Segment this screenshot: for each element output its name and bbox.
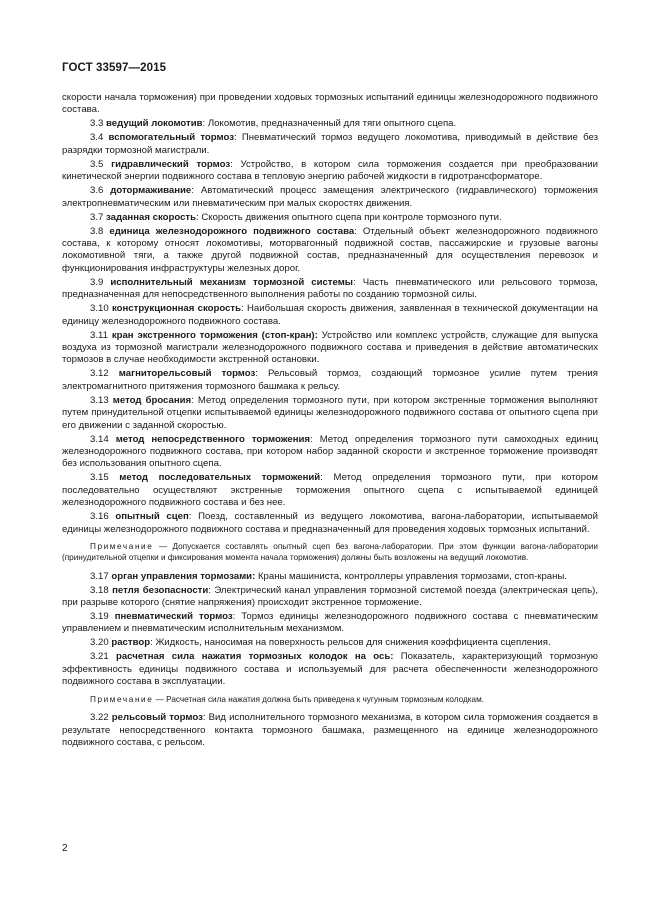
definition-item (62, 651, 598, 688)
definition-number: 3.7 (90, 211, 104, 223)
definition-item (62, 571, 598, 583)
definition-item (62, 118, 598, 130)
definition-term: дотормаживание (110, 185, 192, 197)
definition-text: Метод определения тормозного пути, при котором последовательно осуществляют экстренные торможения опытного сцепа с испытываемой единицей железнодорожного подвижного состава и без нее. (62, 472, 599, 509)
definition-text: Наибольшая скорость движения, заявленная в технической документации на единицу железнодорожного подвижного состава. (62, 303, 598, 327)
definition-text: Метод определения тормозного пути, при котором экстренные торможения выполняют путем принудительной отцепки испытываемой единицы железнодорожного подвижного состава от опытного сцепа при его движении с заданной скоростью. (62, 394, 599, 431)
definition-term: метод последовательных торможений (119, 472, 321, 484)
definition-separator: : (232, 611, 242, 623)
definition-term: магниторельсовый тормоз (118, 368, 256, 380)
definition-term: ведущий локомотив (106, 118, 203, 130)
definitions-list-1 (62, 118, 598, 536)
definition-number: 3.18 (90, 584, 109, 596)
definition-text: Скорость движения опытного сцепа при контроле тормозного пути. (201, 211, 502, 223)
definition-text: Устройство или комплекс устройств, служащие для выпуска воздуха из тормозной магистрали железнодорожного подвижного состава и приведения в действие автоматических тормозов в случае необходимости экстренной остановки. (62, 329, 598, 366)
definition-number: 3.8 (90, 225, 104, 237)
definition-separator: : (233, 132, 242, 144)
definition-term: вспомогательный тормоз (108, 132, 234, 144)
definition-number: 3.3 (90, 118, 104, 130)
definition-text: Краны машиниста, контроллеры управления тормозами, стоп-краны. (257, 570, 567, 582)
definition-item (62, 434, 598, 471)
definition-term: орган управления тормозами: (111, 570, 256, 582)
note-text: — Допускается составлять опытный сцеп без вагона-лаборатории. При этом функции вагона-лаборатории (принудительной отцепки и фиксирования момента начала торможения) должны быть возложены на ведущий локомотив. (62, 542, 598, 562)
definition-item (62, 585, 598, 610)
definition-separator (393, 651, 400, 662)
definition-item (62, 637, 598, 649)
definition-term: метод бросания (112, 394, 192, 406)
definition-term: раствор (111, 637, 151, 649)
definition-term: петля безопасности (112, 584, 209, 596)
definition-separator: : (191, 394, 198, 406)
definition-item (62, 159, 598, 184)
definition-item (62, 277, 598, 302)
definition-separator: : (354, 225, 363, 237)
definition-number: 3.4 (90, 132, 104, 144)
definition-item (62, 611, 598, 636)
definition-separator: : (320, 472, 334, 484)
definition-item (62, 330, 598, 367)
definition-separator: : (150, 637, 156, 649)
definition-number: 3.17 (90, 570, 109, 582)
definition-text: Рельсовый тормоз, создающий тормозное усилие путем трения электромагнитного притяжения тормозного башмака к рельсу. (62, 368, 598, 392)
definition-item (62, 212, 598, 224)
definition-number: 3.15 (90, 472, 109, 484)
definition-term: кран экстренного торможения (стоп-кран): (111, 329, 318, 341)
note-label: Примечание (90, 542, 154, 552)
definition-term: расчетная сила нажатия тормозных колодок на ось: (115, 651, 394, 663)
intro-paragraph: скорости начала торможения) при проведении ходовых тормозных испытаний единицы железнодорожного подвижного состава. (62, 92, 598, 116)
definition-text: Метод определения тормозного пути самоходных единиц железнодорожного подвижного состава, при котором набор заданной скорости и экстренное торможение производят без использования опытного сцепа. (62, 433, 598, 470)
definition-text: Отдельный объект железнодорожного подвижного состава, к которому относят локомотивы, моторвагонный подвижной состав, пассажирские и грузовые вагоны локомотивной тяги, а также другой подвижной состав, предназначенный для осуществления перевозок и функционирования инфраструктуры железных дорог. (62, 225, 598, 274)
definition-separator: : (202, 712, 209, 724)
definition-item (62, 395, 598, 432)
definition-number: 3.19 (90, 611, 109, 623)
definition-separator: : (353, 276, 363, 288)
definition-separator: : (196, 211, 202, 223)
definition-item (62, 132, 598, 157)
definition-term: гидравлический тормоз (111, 158, 231, 170)
note-2 (62, 695, 598, 706)
definition-number: 3.22 (90, 712, 109, 724)
definition-text: Часть пневматического или рельсового тормоза, предназначенная для непосредственного выполнения работы по созданию тормозной силы. (62, 276, 598, 301)
definition-text: Пневматический тормоз ведущего локомотива, приводимый в действие без разрядки тормозной магистрали. (62, 132, 598, 156)
definition-term: метод непосредственного торможения (115, 433, 311, 445)
definition-text: Жидкость, наносимая на поверхность рельсов для снижения коэффициента сцепления. (155, 637, 551, 649)
definition-text: Локомотив, предназначенный для тяги опытного сцепа. (207, 118, 457, 130)
definition-number: 3.20 (90, 637, 109, 649)
definition-term: рельсовый тормоз (111, 712, 203, 724)
definition-separator: : (310, 433, 320, 445)
definition-item (62, 712, 598, 749)
page-number: 2 (62, 843, 68, 854)
definition-term: опытный сцеп (115, 511, 189, 523)
definition-number: 3.5 (90, 158, 104, 170)
definition-text: Вид исполнительного тормозного механизма, в котором сила торможения создается в результате непосредственного контакта тормозного башмака, размещенного на единице железнодорожного подвижного состава, с рельсом. (62, 712, 598, 749)
definition-item (62, 185, 598, 210)
definition-text: Поезд, составленный из ведущего локомотива, вагона-лаборатории, испытываемой единицы железнодорожного подвижного состава и предназначенный для проведения ходовых тормозных испытаний. (62, 511, 598, 535)
definition-item (62, 368, 598, 393)
definition-separator: : (230, 158, 241, 170)
definition-term: пневматический тормоз (114, 611, 233, 623)
definition-number: 3.14 (90, 433, 109, 445)
definition-text: Электрический канал управления тормозной системой поезда (электрическая цепь), при разрыве которого (снятие напряжения) происходит экстренное торможение. (62, 584, 598, 609)
definition-number: 3.12 (90, 368, 109, 380)
note-label: Примечание (90, 694, 154, 704)
definitions-list-3 (62, 712, 598, 749)
definition-text: Устройство, в котором сила торможения создается при преобразовании кинетической энергии подвижного состава в тепловую энергию рабочей жидкости в гидротрансформаторе. (62, 158, 598, 183)
definitions-list-2 (62, 571, 598, 689)
definition-number: 3.10 (90, 303, 109, 315)
definition-separator: : (202, 118, 208, 130)
definition-term: заданная скорость (106, 211, 197, 223)
definition-term: исполнительный механизм тормозной системы (110, 276, 353, 288)
definition-term: единица железнодорожного подвижного состава (109, 225, 355, 237)
definition-number: 3.11 (90, 329, 108, 341)
note-text: — Расчетная сила нажатия должна быть приведена к чугунным тормозным колодкам. (153, 694, 485, 704)
definition-number: 3.9 (90, 276, 104, 288)
definition-number: 3.21 (90, 651, 109, 663)
definition-number: 3.6 (90, 185, 104, 197)
document-body (62, 92, 598, 751)
definition-item (62, 303, 598, 328)
standard-header: ГОСТ 33597—2015 (62, 62, 167, 74)
definition-term: конструкционная скорость (111, 303, 242, 315)
definition-separator: : (208, 584, 215, 596)
definition-separator: : (241, 303, 247, 315)
definition-number: 3.16 (90, 511, 109, 523)
definition-separator: : (255, 368, 269, 380)
definition-number: 3.13 (90, 394, 109, 406)
definition-separator: : (191, 185, 201, 197)
definition-separator: : (188, 511, 199, 523)
note-1 (62, 542, 598, 564)
definition-text: Показатель, характеризующий тормозную эффективность единицы подвижного состава и используемый для расчета обеспеченности железнодорожного подвижного состава в эксплуатации. (62, 651, 599, 688)
definition-item (62, 511, 598, 536)
definition-item (62, 226, 598, 276)
definition-text: Тормоз единицы железнодорожного подвижного состава с пневматическим управлением и пневматическим исполнительным механизмом. (62, 611, 598, 635)
definition-item (62, 472, 598, 509)
definition-text: Автоматический процесс замещения электрического (гидравлического) торможения электропневматическим или пневматическим при малых скоростях движения. (62, 185, 598, 209)
